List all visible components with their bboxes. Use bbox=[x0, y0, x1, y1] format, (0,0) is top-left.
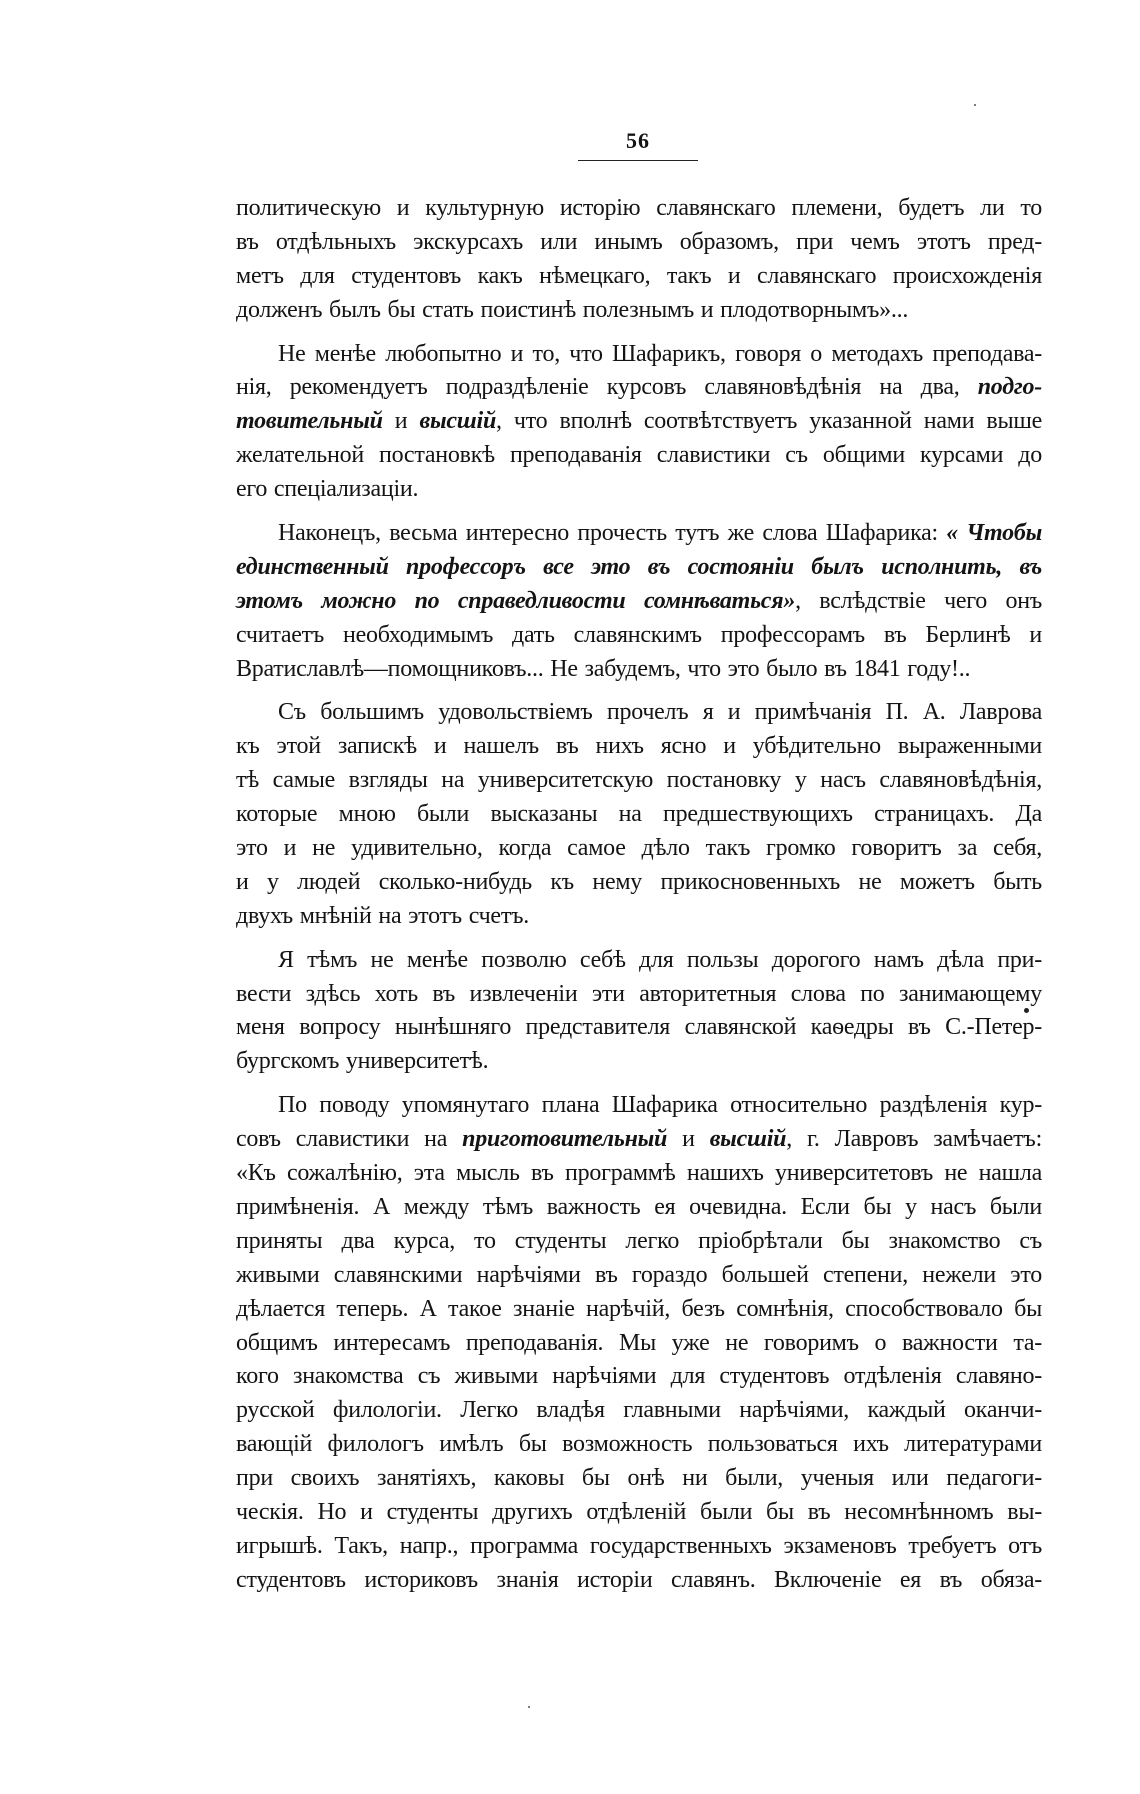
text-run: и bbox=[382, 408, 420, 435]
text-line bbox=[236, 192, 1042, 226]
text-line bbox=[236, 338, 1042, 372]
text-run: «Къ сожалѣнію, эта мысль въ программѣ нашихъ университетовъ не нашла bbox=[236, 1160, 1042, 1187]
text-line bbox=[236, 653, 1042, 687]
text-line bbox=[236, 832, 1042, 866]
italic-run: единственный профессоръ все это въ состояніи былъ исполнить, въ bbox=[236, 553, 1042, 580]
text-run: общимъ интересамъ преподаванія. Мы уже не говоримъ о важности та- bbox=[236, 1329, 1042, 1356]
text-run: Не менѣе любопытно и то, что Шафарикъ, говоря о методахъ преподава- bbox=[278, 340, 1042, 367]
text-line bbox=[236, 1394, 1042, 1428]
text-run: его спеціализаціи. bbox=[236, 476, 419, 503]
text-run: меня вопросу нынѣшняго представителя славянской каѳедры въ С.-Петер- bbox=[236, 1014, 1042, 1041]
text-line bbox=[236, 439, 1042, 473]
text-run: совъ славистики на bbox=[236, 1126, 463, 1153]
text-run: дѣлается теперь. А такое знаніе нарѣчій, безъ сомнѣнія, способствовало бы bbox=[236, 1295, 1042, 1322]
text-line bbox=[236, 1428, 1042, 1462]
text-run: Я тѣмъ не менѣе позволю себѣ для пользы дорогого намъ дѣла при- bbox=[278, 946, 1042, 973]
text-run: кого знакомства съ живыми нарѣчіями для студентовъ отдѣленія славяно- bbox=[236, 1363, 1042, 1390]
text-run: приняты два курса, то студенты легко пріобрѣтали бы знакомство съ bbox=[236, 1227, 1042, 1254]
text-line bbox=[236, 1259, 1042, 1293]
text-run: и у людей сколько-нибудь къ нему прикосновенныхъ не можетъ быть bbox=[236, 868, 1042, 895]
text-run: вающій филологъ имѣлъ бы возможность пользоваться ихъ литературами bbox=[236, 1431, 1042, 1458]
text-run: живыми славянскими нарѣчіями въ гораздо большей степени, нежели это bbox=[236, 1261, 1042, 1288]
text-run: въ отдѣльныхъ экскурсахъ или инымъ образомъ, при чемъ этотъ пред- bbox=[236, 228, 1042, 255]
text-line bbox=[236, 798, 1042, 832]
text-line bbox=[236, 294, 1042, 328]
text-line bbox=[236, 1462, 1042, 1496]
text-run: которые мною были высказаны на предшествующихъ страницахъ. Да bbox=[236, 801, 1042, 828]
text-run: и bbox=[667, 1126, 710, 1153]
text-run: Наконецъ, весьма интересно прочесть тутъ же слова Шафарика: bbox=[278, 520, 947, 547]
text-run: , что вполнѣ соотвѣтствуетъ указанной нами выше bbox=[496, 408, 1042, 435]
text-run: русской филологіи. Легко владѣя главными нарѣчіями, каждый оканчи- bbox=[236, 1397, 1042, 1424]
body-text bbox=[236, 192, 1042, 1598]
italic-run: высшій bbox=[709, 1126, 787, 1153]
text-line bbox=[236, 900, 1042, 934]
text-line bbox=[236, 1045, 1042, 1079]
italic-run: высшій bbox=[419, 408, 497, 435]
text-line bbox=[236, 1327, 1042, 1361]
text-run: политическую и культурную исторію славянскаго племени, будетъ ли то bbox=[236, 195, 1042, 221]
text-run: къ этой запискѣ и нашелъ въ нихъ ясно и убѣдительно выраженными bbox=[236, 733, 1042, 760]
text-run: двухъ мнѣній на этотъ счетъ. bbox=[236, 902, 529, 929]
italic-run: этомъ можно по справедливости сомнѣваться» bbox=[236, 587, 796, 614]
scan-speck bbox=[974, 104, 976, 106]
text-run: считаетъ необходимымъ дать славянскимъ профессорамъ въ Берлинѣ и bbox=[236, 621, 1042, 648]
italic-run: приготовительный bbox=[462, 1126, 668, 1153]
scan-speck bbox=[528, 1706, 530, 1708]
text-line bbox=[236, 551, 1042, 585]
text-line bbox=[236, 1123, 1042, 1157]
text-run: Вратиславлѣ—помощниковъ... Не забудемъ, что это было въ 1841 году!.. bbox=[236, 655, 971, 682]
text-line bbox=[236, 944, 1042, 978]
text-line bbox=[236, 866, 1042, 900]
text-run: метъ для студентовъ какъ нѣмецкаго, такъ и славянскаго происхожденія bbox=[236, 262, 1042, 289]
text-line bbox=[236, 764, 1042, 798]
text-line bbox=[236, 585, 1042, 619]
text-line bbox=[236, 405, 1042, 439]
text-line bbox=[236, 1225, 1042, 1259]
text-run: бургскомъ университетѣ. bbox=[236, 1048, 489, 1075]
text-line bbox=[236, 1564, 1042, 1598]
text-run: Съ большимъ удовольствіемъ прочелъ я и примѣчанія П. А. Лаврова bbox=[278, 699, 1042, 726]
text-run: студентовъ историковъ знанія исторіи славянъ. Включеніе ея въ обяза- bbox=[236, 1566, 1042, 1593]
italic-run: товительный bbox=[236, 408, 383, 435]
text-run: желательной постановкѣ преподаванія славистики съ общими курсами до bbox=[236, 442, 1042, 469]
text-run: игрышѣ. Такъ, напр., программа государственныхъ экзаменовъ требуетъ отъ bbox=[236, 1532, 1042, 1559]
text-run: , вслѣдствіе чего онъ bbox=[795, 587, 1042, 614]
text-run: тѣ самые взгляды на университетскую постановку у насъ славяновѣдѣнія, bbox=[236, 767, 1042, 794]
text-run: , г. Лавровъ замѣчаетъ: bbox=[786, 1126, 1042, 1153]
text-line bbox=[236, 978, 1042, 1012]
text-line bbox=[236, 473, 1042, 507]
text-line bbox=[236, 696, 1042, 730]
page-number-rule bbox=[578, 160, 698, 161]
text-run: примѣненія. А между тѣмъ важность ея очевидна. Если бы у насъ были bbox=[236, 1193, 1042, 1220]
text-line bbox=[236, 1011, 1042, 1045]
text-line bbox=[236, 1157, 1042, 1191]
text-line bbox=[236, 226, 1042, 260]
text-run: вести здѣсь хоть въ извлеченіи эти авторитетныя слова по занимающему bbox=[236, 980, 1042, 1007]
text-line bbox=[236, 619, 1042, 653]
text-line bbox=[236, 1191, 1042, 1225]
text-run: ческія. Но и студенты другихъ отдѣленій были бы въ несомнѣнномъ вы- bbox=[236, 1498, 1042, 1525]
text-run: нія, рекомендуетъ подраздѣленіе курсовъ славяновѣдѣнія на два, bbox=[236, 374, 978, 401]
text-line bbox=[236, 1293, 1042, 1327]
text-line bbox=[236, 517, 1042, 551]
text-run: долженъ былъ бы стать поистинѣ полезнымъ и плодотворнымъ»... bbox=[236, 296, 909, 323]
text-run: По поводу упомянутаго плана Шафарика относительно раздѣленія кур- bbox=[278, 1092, 1042, 1119]
text-line bbox=[236, 371, 1042, 405]
text-line bbox=[236, 1530, 1042, 1564]
text-line bbox=[236, 730, 1042, 764]
page-number: 56 bbox=[626, 128, 650, 153]
italic-run: « Чтобы bbox=[946, 520, 1043, 547]
text-run: это и не удивительно, когда самое дѣло такъ громко говоритъ за себя, bbox=[236, 835, 1042, 862]
text-line bbox=[236, 1360, 1042, 1394]
text-run: при своихъ занятіяхъ, каковы бы онѣ ни были, ученыя или педагоги- bbox=[236, 1465, 1042, 1492]
text-line bbox=[236, 260, 1042, 294]
margin-dot bbox=[1024, 1008, 1029, 1013]
text-line bbox=[236, 1089, 1042, 1123]
text-line bbox=[236, 1496, 1042, 1530]
italic-run: подго- bbox=[977, 374, 1042, 401]
